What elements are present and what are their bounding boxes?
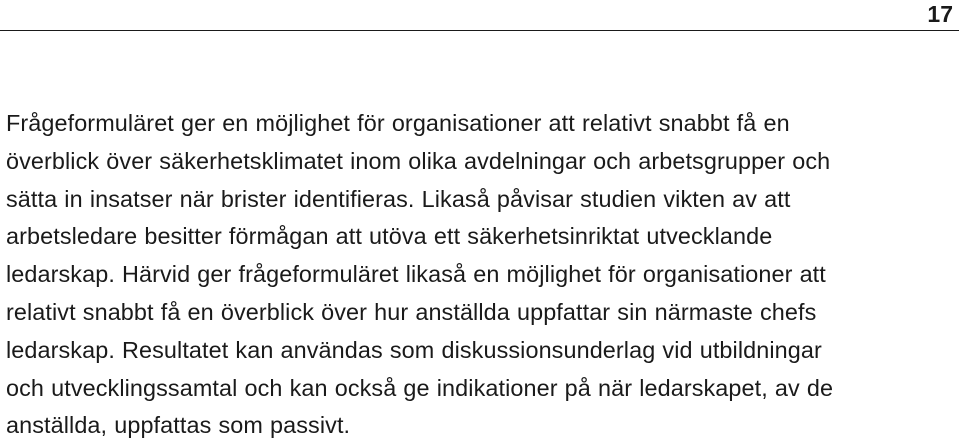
- paragraph-line: arbetsledare besitter förmågan att utöva ett säkerhetsinriktat utvecklande: [6, 223, 773, 250]
- paragraph-line: anställda, uppfattas som passivt.: [6, 412, 351, 439]
- header-rule: [0, 30, 959, 31]
- body-paragraph: [6, 105, 951, 445]
- paragraph-line: ledarskap. Härvid ger frågeformuläret likaså en möjlighet för organisationer att: [6, 261, 826, 288]
- paragraph-line: relativt snabbt få en överblick över hur anställda uppfattar sin närmaste chefs: [6, 298, 817, 325]
- page-number: 17: [927, 1, 953, 27]
- paragraph-line: ledarskap. Resultatet kan användas som diskussionsunderlag vid utbildningar: [6, 336, 822, 363]
- paragraph-line: överblick över säkerhetsklimatet inom olika avdelningar och arbetsgrupper och: [6, 147, 831, 174]
- page-header: [0, 0, 959, 32]
- paragraph-line: Frågeformuläret ger en möjlighet för organisationer att relativt snabbt få en: [6, 110, 790, 136]
- paragraph-line: sätta in insatser när brister identifieras. Likaså påvisar studien vikten av att: [6, 185, 791, 212]
- paragraph-line: och utvecklingssamtal och kan också ge indikationer på när ledarskapet, av de: [6, 374, 834, 401]
